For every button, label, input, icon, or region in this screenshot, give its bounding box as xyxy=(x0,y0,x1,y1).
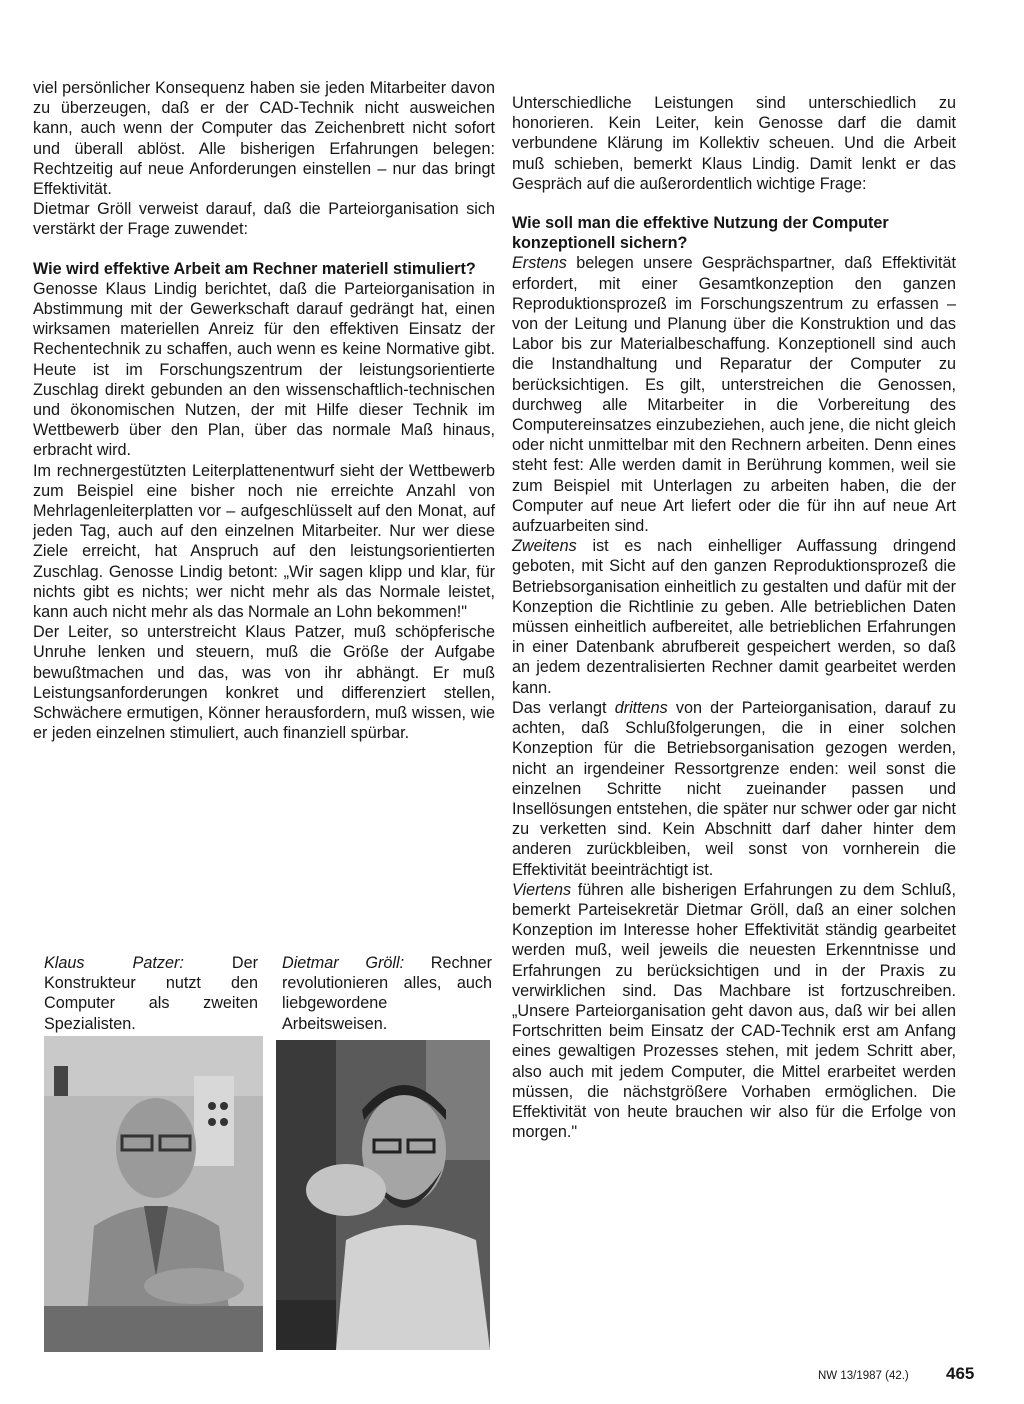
caption-dietmar-groell xyxy=(282,953,492,1034)
enumeration-word: Zweitens xyxy=(512,537,577,556)
enumeration-word: drittens xyxy=(614,698,668,717)
paragraph: Der Leiter, so unterstreicht Klaus Patzer, muß schöpferische Unruhe lenken und steuern, muß die Größe der Aufgabe bewußtmachen und das, was von ihr abhängt. Er muß Leistungsanforderungen konkret und differenziert stellen, Schwächere ermutigen, Könner herausfordern, muß wissen, wie er jeden einzelnen stimuliert, auch finanziell spürbar. xyxy=(33,623,495,743)
section-heading: Wie wird effektive Arbeit am Rechner materiell stimuliert? xyxy=(33,259,476,278)
paragraph: Genosse Klaus Lindig berichtet, daß die Parteiorganisation in Abstimmung mit der Gewerkschaft darauf gedrängt hat, einen wirksamen materiellen Anreiz für den effektiven Einsatz der Rechentechnik zu schaffen, auch wenn es keine Normative gibt. Heute ist im Forschungszentrum der leistungsorientierte Zuschlag direkt gebunden an den wissenschaftlich-technischen und ökonomischen Nutzen, der mit Hilfe dieser Technik im Wettbewerb über den Plan, über das normale Maß hinaus, erbracht wird. xyxy=(33,279,495,460)
photo-captions xyxy=(44,953,496,1033)
paragraph-text: belegen unsere Gesprächspartner, daß Effektivität erfordert, mit einer Gesamtkonzeption den ganzen Reproduktionsprozeß im Forschungszentrum zu erfassen – von der Leitung und Planung über die Konstruktion und das Labor bis zur Materialbeschaffung. Konzeptionell sind auch die Instandhaltung und Reparatur der Computer zu berücksichtigen. Es gilt, unterstreichen die Genossen, durchweg alle Mitarbeiter in die Vorbereitung des Computereinsatzes einzubeziehen, auch jene, die nicht gleich oder nicht unmittelbar mit den Rechnern arbeiten. Denn eines steht fest: Alle werden damit in Berührung kommen, weil sie zum Beispiel mit Unterlagen zu arbeiten haben, die der Computer auf neue Art liefert oder die für ihn auf neue Art aufzuarbeiten sind. xyxy=(512,254,956,536)
enumeration-word: Erstens xyxy=(512,254,567,273)
section-heading: Wie soll man die effektive Nutzung der Computer konzeptionell sichern? xyxy=(512,214,889,253)
issue-folio: NW 13/1987 (42.) xyxy=(818,1370,909,1382)
paragraph-text: führen alle bisherigen Erfahrungen zu dem Schluß, bemerkt Parteisekretär Dietmar Gröll, daß an einer solchen Konzeption im Interesse hoher Effektivität ständig gearbeitet werden muß, weil jeweils die neuesten Erkenntnisse und Erfahrungen zu berücksichtigen und in der Praxis zu verwirklichen sind. Das Machbare ist fortzuschreiben. „Unsere Parteiorganisation geht davon aus, daß wir bei allen Fortschritten beim Einsatz der CAD-Technik erst am Anfang eines gewaltigen Prozesses stehen, mit jedem Schritt aber, also auch mit jedem Computer, die Mittel erarbeitet werden müssen, die nächstgrößere Vorhaben ermöglichen. Die Effektivität von heute brauchen wir also für die Erfolge von morgen." xyxy=(512,880,956,1142)
page-number: 465 xyxy=(946,1364,975,1383)
caption-klaus-patzer xyxy=(44,953,258,1034)
photo-dietmar-groell xyxy=(276,1040,490,1350)
paragraph: Dietmar Gröll verweist darauf, daß die Parteiorganisation sich verstärkt der Frage zuwendet: xyxy=(33,200,495,239)
photo-klaus-patzer xyxy=(44,1036,263,1352)
enumeration-word: Viertens xyxy=(512,880,572,899)
paragraph xyxy=(512,698,956,880)
caption-text: Der Konstrukteur nutzt den Computer als zweiten Spezialisten. xyxy=(44,954,258,1033)
caption-text: Rechner revolutionieren alles, auch liebgewordene Arbeitsweisen. xyxy=(282,954,492,1033)
portrait-illustration xyxy=(276,1040,490,1350)
left-column xyxy=(33,78,495,744)
paragraph: Unterschiedliche Leistungen sind unterschiedlich zu honorieren. Kein Leiter, kein Genosse darf die damit verbundene Klärung im Kollektiv scheuen. Und die Arbeit muß schieben, bemerkt Klaus Lindig. Damit lenkt er das Gespräch auf die außerordentlich wichtige Frage: xyxy=(512,94,956,193)
caption-name: Dietmar Gröll: xyxy=(282,954,405,972)
portrait-illustration xyxy=(44,1036,263,1352)
paragraph: viel persönlicher Konsequenz haben sie jeden Mitarbeiter davon zu überzeugen, daß er der CAD-Technik nicht ausweichen kann, auch wenn der Computer das Zeichenbrett nicht sofort und überall ablöst. Alle bisherigen Erfahrungen belegen: Rechtzeitig auf neue Anforderungen einstellen – nur das bringt Effektivität. xyxy=(33,79,495,199)
paragraph-text: Das verlangt xyxy=(512,698,615,717)
paragraph xyxy=(512,880,956,1143)
page-footer xyxy=(818,1364,978,1388)
paragraph-text: ist es nach einhelliger Auffassung dringend geboten, mit Sicht auf den ganzen Reproduktionsprozeß die Betriebsorganisation einheitlich zu gestalten und dafür mit der Konzeption die Richtlinie zu geben. Alle betrieblichen Daten müssen einheitlich aufbereitet, alle betrieblichen Erfahrungen in einer Datenbank abrufbereit gespeichert werden, so daß an jedem dezentralisierten Rechner damit gearbeitet werden kann. xyxy=(512,537,956,697)
right-column xyxy=(512,93,956,1142)
paragraph xyxy=(512,253,956,536)
paragraph xyxy=(512,536,956,698)
paragraph: Im rechnergestützten Leiterplattenentwurf sieht der Wettbewerb zum Beispiel eine bisher noch nie erreichte Anzahl von Mehrlagenleiterplatten vor – aufgeschlüsselt auf den Monat, auf jeden Tag, auch auf den einzelnen Mitarbeiter. Nur wer diese Ziele erreicht, hat Anspruch auf den leistungsorientierten Zuschlag. Genosse Lindig betont: „Wir sagen klipp und klar, für nichts gibt es nichts; wer nicht mehr als das Normale leistet, kann auch nicht mehr als das Normale an Lohn bekommen!" xyxy=(33,461,495,622)
caption-name: Klaus Patzer: xyxy=(44,954,184,972)
paragraph-text: von der Parteiorganisation, darauf zu achten, daß Schlußfolgerungen, die in einer solchen Konzeption für die Betriebsorganisation gezogen werden, nicht an irgendeiner Ressortgrenze enden: weil sonst die einzelnen Schritte nicht zueinander passen und Insellösungen entstehen, die später nur schwer oder gar nicht zu verketten sind. Kein Abschnitt darf daher hinter dem anderen zurückbleiben, weil sonst von vornherein die Effektivität beeinträchtigt ist. xyxy=(512,698,956,879)
